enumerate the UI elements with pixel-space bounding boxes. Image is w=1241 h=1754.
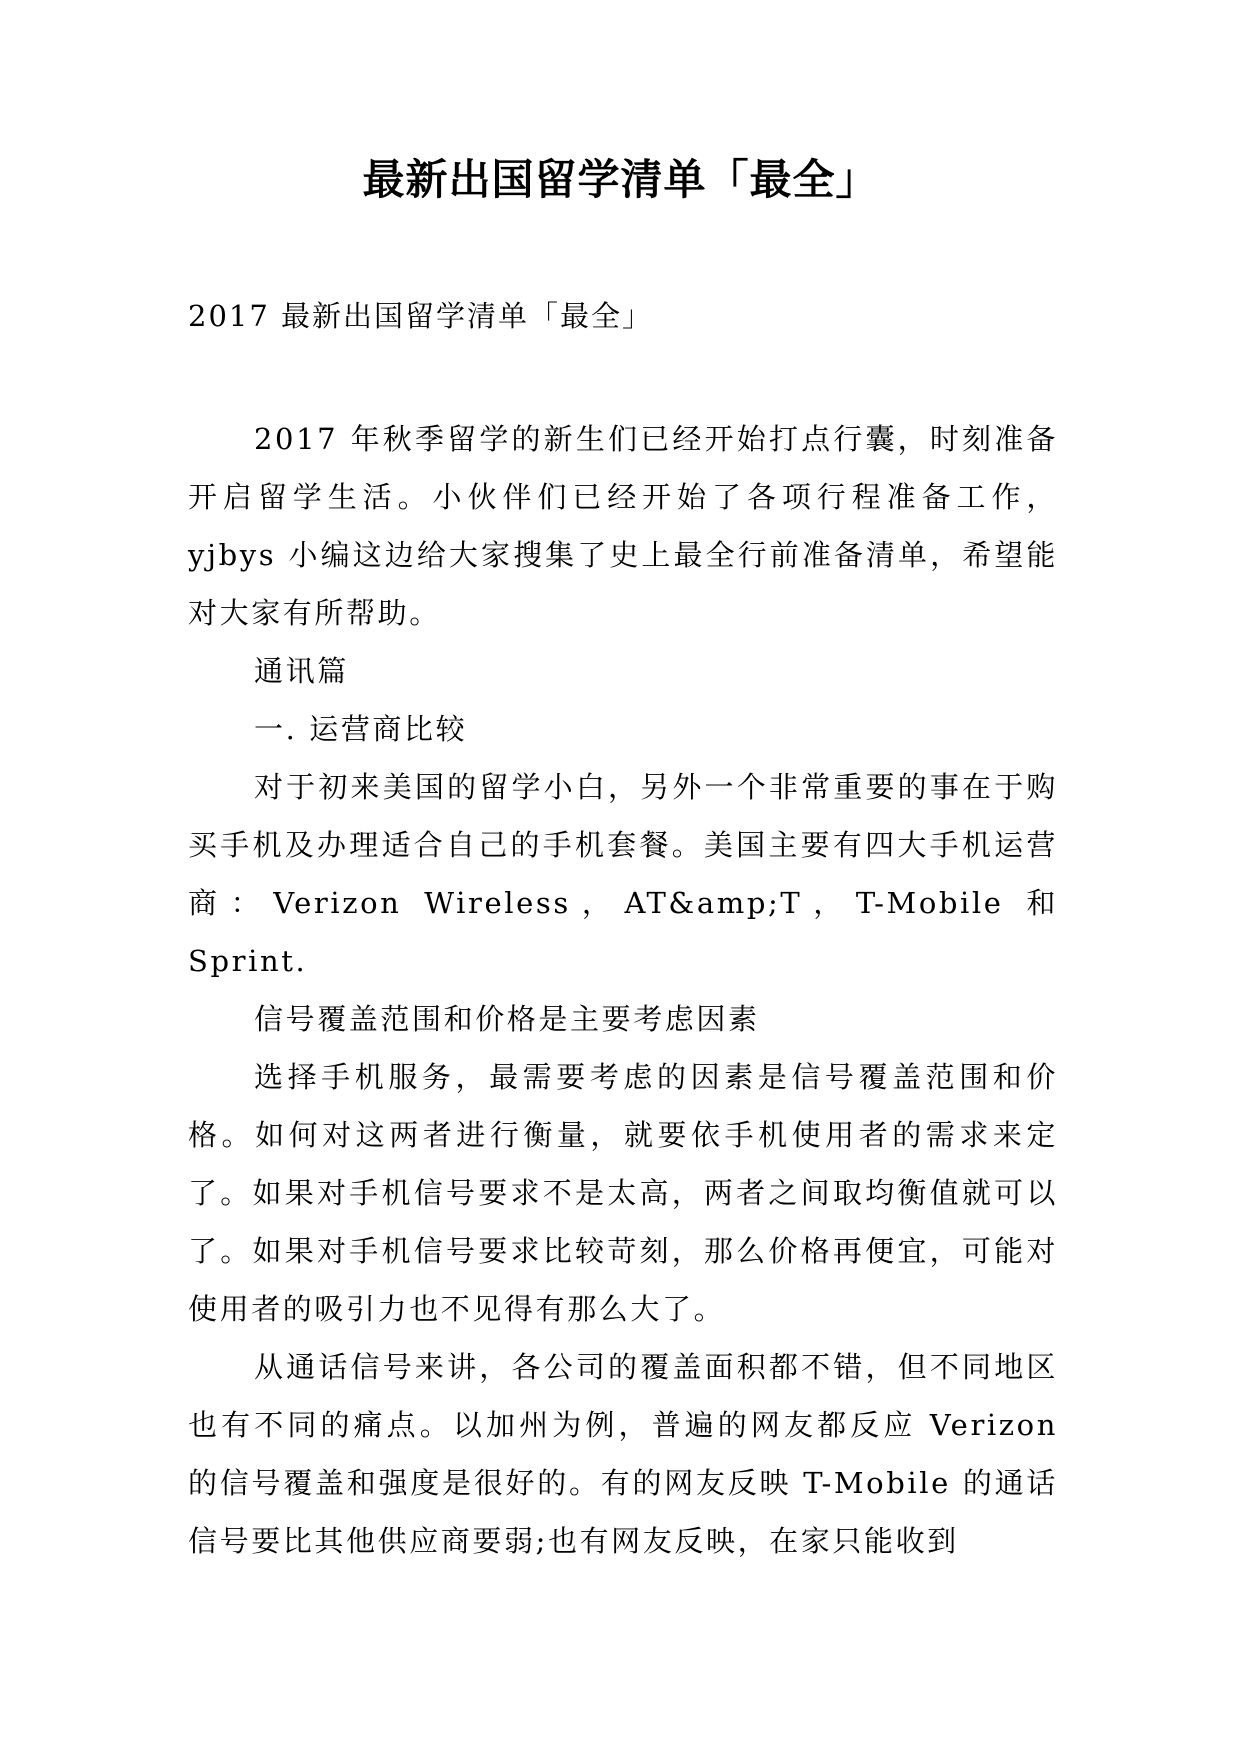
- subheading-coverage-price: 信号覆盖范围和价格是主要考虑因素: [254, 1002, 760, 1036]
- paragraph-choosing-service: 选择手机服务，最需要考虑的因素是信号覆盖范围和价格。如何对这两者进行衡量，就要依手机使用者的需求来定了。如果对手机信号要求不是太高，两者之间取均衡值就可以了。如果对手机信号要求比较苛刻，那么价格再便宜，可能对使用者的吸引力也不见得有那么大了。: [188, 1060, 1058, 1326]
- document-subtitle: 2017 最新出国留学清单「最全」: [188, 299, 654, 333]
- paragraph-intro: 2017 年秋季留学的新生们已经开始打点行囊，时刻准备开启留学生活。小伙伴们已经开始了各项行程准备工作，yjbys 小编这边给大家搜集了史上最全行前准备清单，希望能对大家有所帮助。: [188, 422, 1058, 630]
- paragraph-carriers: 对于初来美国的留学小白，另外一个非常重要的事在于购买手机及办理适合自己的手机套餐。美国主要有四大手机运营商：Verizon Wireless，AT&amp;T，T-Mobile 和 Sprint.: [188, 770, 1058, 978]
- document-title: 最新出国留学清单「最全」: [362, 155, 879, 204]
- document-body: [188, 410, 1058, 1570]
- paragraph-signal-coverage: 从通话信号来讲，各公司的覆盖面积都不错，但不同地区也有不同的痛点。以加州为例，普遍的网友都反应 Verizon 的信号覆盖和强度是很好的。有的网友反映 T-Mobile 的通话信号要比其他供应商要弱;也有网友反映，在家只能收到: [188, 1350, 1058, 1558]
- subheading-carrier-comparison: 一. 运营商比较: [254, 712, 468, 746]
- section-heading-communication: 通讯篇: [254, 654, 349, 688]
